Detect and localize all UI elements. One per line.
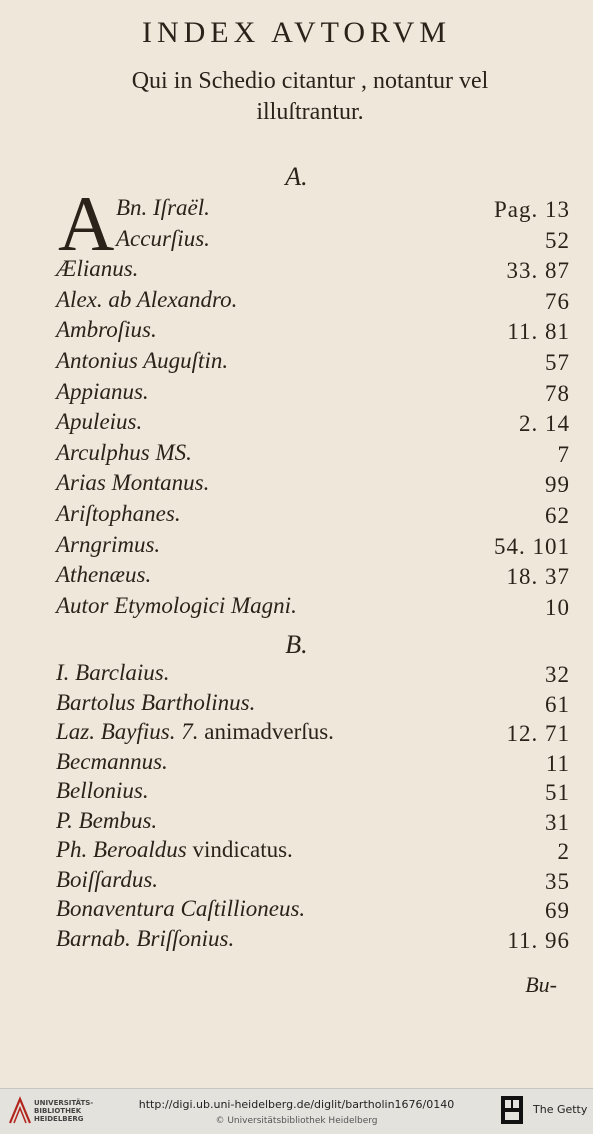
- page-reference: 76: [545, 288, 570, 314]
- author-name: Apuleius.: [56, 409, 143, 435]
- entry-label: [56, 778, 149, 804]
- subtitle-line-1: Qui in Schedio citantur , notantur vel: [131, 68, 489, 94]
- author-name: Appianus.: [56, 378, 149, 404]
- index-entry: [56, 470, 570, 498]
- entry-label: [56, 409, 142, 435]
- author-name: Antonius Auguſtin.: [56, 348, 229, 373]
- page-reference: 69: [545, 898, 570, 923]
- author-name: Alex. ab Alexandro.: [56, 286, 238, 312]
- author-name: Barnab. Briſſonius.: [56, 925, 235, 951]
- index-entry: [56, 749, 570, 777]
- page-reference: 10: [545, 594, 570, 620]
- entry-label: [56, 690, 255, 716]
- page-reference: 11. 96: [507, 927, 570, 953]
- entry-label: [56, 501, 181, 527]
- author-name: Arculphus MS.: [56, 439, 192, 465]
- author-name: Ælianus.: [56, 256, 139, 282]
- index-entry: [56, 532, 570, 560]
- index-entry: [56, 837, 570, 865]
- author-name: Accurſius.: [116, 225, 210, 251]
- copyright-notice: © Universitätsbibliothek Heidelberg: [215, 1116, 378, 1126]
- index-entry: [56, 690, 570, 718]
- entry-label: [56, 593, 297, 619]
- page-subtitle: [60, 66, 560, 128]
- entry-label: [116, 195, 210, 221]
- author-note: animadverſus.: [198, 719, 334, 744]
- page-reference: 11: [545, 750, 570, 776]
- index-entry: [56, 348, 570, 376]
- entry-label: [116, 226, 210, 252]
- viewer-footer: [0, 1088, 593, 1134]
- source-url-link[interactable]: http://digi.ub.uni-heidelberg.de/diglit/bartholin1676/0140: [138, 1098, 455, 1111]
- entry-label: [56, 256, 138, 282]
- index-entry: [56, 256, 570, 284]
- page-reference: Pag. 13: [494, 197, 570, 222]
- page-reference: 57: [545, 350, 570, 375]
- author-name: Ambroſius.: [56, 317, 157, 343]
- page-reference: 31: [545, 809, 570, 835]
- index-entry: [56, 593, 570, 621]
- drop-cap: A: [58, 180, 115, 267]
- subtitle-line-2: illuſtrantur.: [256, 99, 364, 125]
- entry-label: [56, 660, 170, 686]
- index-entry: [56, 867, 570, 895]
- page-reference: 51: [545, 780, 570, 805]
- page-reference: 11. 81: [507, 319, 570, 345]
- index-entry: [56, 379, 570, 407]
- entry-label: [56, 440, 192, 466]
- author-name: Boiſſardus.: [56, 866, 159, 892]
- index-entry: [56, 660, 570, 688]
- author-note: vindicatus.: [186, 837, 293, 862]
- entry-label: [56, 926, 234, 952]
- index-entry: [56, 409, 570, 437]
- author-name: Bellonius.: [56, 778, 149, 803]
- entry-label: [56, 896, 305, 922]
- page-reference: 7: [557, 441, 570, 467]
- index-entry: [116, 226, 570, 254]
- author-name: Autor Etymologici Magni.: [56, 592, 297, 618]
- page-reference: 33. 87: [506, 258, 570, 284]
- section-heading-b: B.: [285, 630, 308, 659]
- page-reference: 62: [545, 503, 570, 528]
- author-name: Athenæus.: [56, 562, 152, 588]
- index-entry: [56, 287, 570, 315]
- page-reference: 2: [557, 839, 570, 864]
- page-reference: 52: [545, 227, 570, 253]
- index-entry: [56, 926, 570, 954]
- index-entry: [56, 562, 570, 590]
- entry-label: [56, 287, 237, 313]
- page-reference: 12. 71: [506, 721, 570, 746]
- author-name: Bartolus Bartholinus.: [56, 689, 256, 715]
- entry-label: [56, 532, 160, 558]
- author-name: P. Bembus.: [56, 807, 158, 833]
- author-name: Arngrimus.: [56, 531, 161, 557]
- author-name: Becmannus.: [56, 748, 168, 774]
- entry-label: [56, 379, 149, 405]
- entry-label: [56, 837, 293, 863]
- entry-label: [56, 808, 157, 834]
- index-entry: [56, 317, 570, 345]
- catchword: Bu-: [525, 972, 557, 997]
- entry-label: [56, 749, 168, 775]
- page-title: INDEX AVTORVM: [141, 16, 451, 49]
- entry-label: [56, 867, 158, 893]
- page-reference: 2. 14: [519, 411, 570, 437]
- author-name: Laz. Bayfius. 7.: [56, 719, 199, 744]
- author-name: I. Barclaius.: [56, 660, 170, 685]
- index-entry: [56, 501, 570, 529]
- page-reference: 32: [545, 662, 570, 687]
- author-name: Bonaventura Caſtillioneus.: [56, 896, 306, 921]
- index-entry: [56, 808, 570, 836]
- author-name: Ph. Beroaldus: [56, 837, 187, 862]
- index-entry: [116, 195, 570, 223]
- entry-label: [56, 470, 209, 496]
- partner-name: The Getty: [533, 1103, 588, 1116]
- page-reference: 61: [545, 691, 570, 717]
- entry-label: [56, 348, 228, 374]
- index-entry: [56, 896, 570, 924]
- index-entry: [56, 719, 570, 747]
- section-heading-a: A.: [285, 162, 308, 191]
- entry-label: [56, 562, 151, 588]
- author-name: Ariſtophanes.: [56, 501, 181, 526]
- page-reference: 18. 37: [506, 564, 570, 590]
- page-reference: 35: [545, 868, 570, 894]
- entry-label: [56, 719, 334, 745]
- page-reference: 54. 101: [494, 533, 570, 559]
- library-name: UNIVERSITÄTS- BIBLIOTHEK HEIDELBERG: [34, 1099, 94, 1123]
- index-entry: [56, 440, 570, 468]
- author-name: Bn. Iſraël.: [116, 195, 210, 220]
- page-reference: 78: [545, 380, 570, 406]
- author-name: Arias Montanus.: [56, 470, 210, 496]
- entry-label: [56, 317, 157, 343]
- page-reference: 99: [545, 472, 570, 498]
- index-entry: [56, 778, 570, 806]
- getty-logo-icon: [500, 1095, 524, 1125]
